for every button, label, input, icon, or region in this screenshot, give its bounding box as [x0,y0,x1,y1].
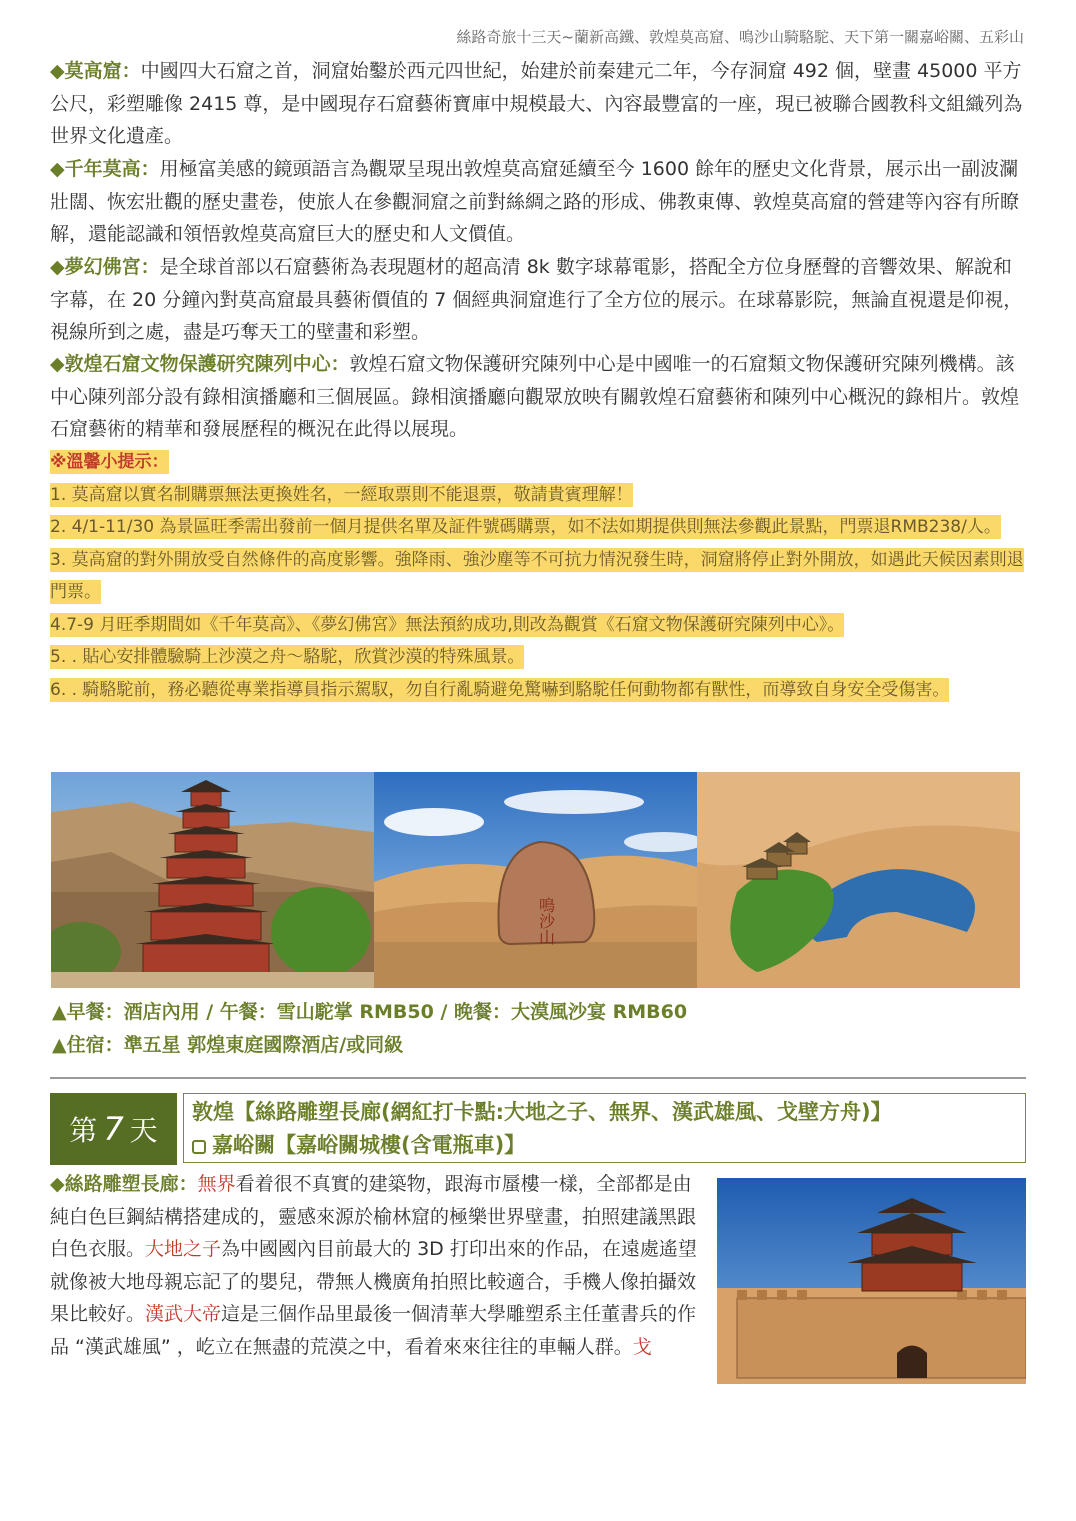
mogao-pagoda-photo [51,772,374,988]
tips-box [50,446,1030,706]
day-number-badge [50,1093,177,1165]
attraction-mogao [50,55,1028,153]
attraction-term: 千年莫高 [64,158,141,180]
tip-item: 6. . 騎駱駝前，務必聽從專業指導員指示駕馭，勿自行亂騎避免驚嚇到駱駝任何動物都有獸性，而導致自身安全受傷害。 [50,679,950,700]
separator: ： [140,256,160,278]
separator: ： [330,353,350,375]
day-title [183,1093,1026,1163]
bullet-icon: ◆ [50,158,65,180]
lodging-line: ▲住宿：準五星 郭煌東庭國際酒店/或同級 [52,1034,404,1056]
highlight-wujie: 無界 [197,1173,236,1195]
day-suffix: 天 [129,1114,158,1147]
jiayuguan-fort-photo [717,1178,1026,1384]
attraction-text: 敦煌石窟文物保護研究陳列中心是中國唯一的石窟類文物保護研究陳列機構。該中心陳列部分設有錄相演播廳和三個展區。錄相演播廳向觀眾放映有關敦煌石窟藝術和陳列中心概況的錄相片。敦煌石窟藝術的精華和發展歷程的概況在此得以展現。 [50,353,1020,440]
tip-item: 4.7-9 月旺季期間如《千年莫高》、《夢幻佛宮》無法預約成功,則改為觀賞《石窟文物保護研究陳列中心》。 [50,614,845,635]
separator: ： [121,60,141,82]
day-title-line1: 敦煌【絲路雕塑長廊(網紅打卡點:大地之子、無界、漢武雄風、戈壁方舟)】 [192,1100,892,1124]
attraction-text: 中國四大石窟之首，洞窟始鑿於西元四世紀，始建於前秦建元二年，今存洞窟 492 個，壁畫 45000 平方公尺，彩塑雕像 2415 尊，是中國現存石窟藝術寶庫中規模最大、內容最豐富的一座，現已被聯合國教科文組織列為世界文化遺產。 [50,60,1023,147]
crescent-lake-photo [697,772,1020,988]
desc-text: 看着很不真實的建築物，跟海市蜃樓一樣，全部都是由純白色巨鋼結構搭建成的，靈感來源於榆林窟的極樂世界壁畫，拍照建議黑跟白色衣服。 [50,1173,697,1260]
mingsha-rock-photo [374,772,697,988]
meals-line: ▲早餐：酒店內用 / 午餐：雪山駝掌 RMB50 / 晚餐：大漠風沙宴 RMB60 [52,1001,688,1023]
separator: ： [140,158,160,180]
attraction-millennium-mogao [50,153,1028,251]
day-prefix: 第 [69,1114,98,1147]
photo-strip [51,772,1020,988]
rock-inscription: 鳴沙山 [536,897,556,945]
attraction-term: 夢幻佛宮 [64,256,141,278]
highlight-hanwu: 漢武大帝 [145,1303,222,1325]
tip-item: 2. 4/1-11/30 為景區旺季需出發前一個月提供名單及証件號碼購票，如不法如期提供則無法參觀此景點，門票退RMB238/人。 [50,517,1001,537]
day-number: 7 [103,1110,124,1148]
bullet-icon: ◆ [50,1173,65,1195]
separator: ： [178,1173,198,1195]
attraction-term: 絲路雕塑長廊 [64,1173,179,1195]
meals-info [52,996,687,1062]
silk-road-sculpture-desc [50,1168,700,1363]
section-divider [50,1077,1026,1079]
desc-text: 為中國國內目前最大的 3D 打印出來的作品，在遠處遙望就像被大地母親忘記了的嬰兒，帶無人機廣角拍照比較適合，手機人像拍攝效果比較好。 [50,1238,697,1325]
attraction-text: 是全球首部以石窟藝術為表現題材的超高清 8k 數字球幕電影，搭配全方位身歷聲的音響效果、解說和字幕，在 20 分鐘內對莫高窟最具藝術價值的 7 個經典洞窟進行了全方位的展示。在球幕影院，無論直視還是仰視，視線所到之處，盡是巧奪天工的壁畫和彩塑。 [50,256,1023,343]
desc-text: 這是三個作品里最後一個清華大學雕塑系主任董書兵的作品 “漢武雄風” ，屹立在無盡的荒漠之中，看着來來往往的車輛人群。 [50,1303,697,1358]
tip-item: 1. 莫高窟以實名制購票無法更換姓名，一經取票則不能退票，敬請貴賓理解！ [50,484,633,505]
header-subtitle: 絲路奇旅十三天~蘭新高鐵、敦煌莫高窟、鳴沙山騎駱駝、天下第一關嘉峪關、五彩山 [456,28,1024,46]
attraction-term: 莫高窟 [64,60,122,82]
attraction-text: 用極富美感的鏡頭語言為觀眾呈現出敦煌莫高窟延續至今 1600 餘年的歷史文化背景，展示出一副波瀾壯闊、恢宏壯觀的歷史畫卷，使旅人在參觀洞窟之前對絲綢之路的形成、佛教東傳、敦煌莫高窟的營建等內容有所瞭解，還能認識和領悟敦煌莫高窟巨大的歷史和人文價值。 [50,158,1020,245]
highlight-ge: 戈 [632,1335,652,1358]
bus-icon [192,1140,206,1154]
attraction-dream-buddha-palace [50,251,1028,349]
tip-item: 3. 莫高窟的對外開放受自然條件的高度影響。強降雨、強沙塵等不可抗力情況發生時，洞窟將停止對外開放，如遇此天候因素則退門票。 [50,549,1024,602]
attraction-term: 敦煌石窟文物保護研究陳列中心 [64,353,331,375]
bullet-icon: ◆ [50,60,65,82]
day-title-line2: 嘉峪關【嘉峪關城樓(含電瓶車)】 [212,1133,526,1157]
highlight-dadi: 大地之子 [145,1238,222,1260]
bullet-icon: ◆ [50,353,65,375]
tips-title: ※溫馨小提示： [50,452,169,472]
attraction-research-center [50,348,1028,446]
bullet-icon: ◆ [50,256,65,278]
tip-item: 5. . 貼心安排體驗騎上沙漠之舟～駱駝，欣賞沙漠的特殊風景。 [50,647,525,667]
